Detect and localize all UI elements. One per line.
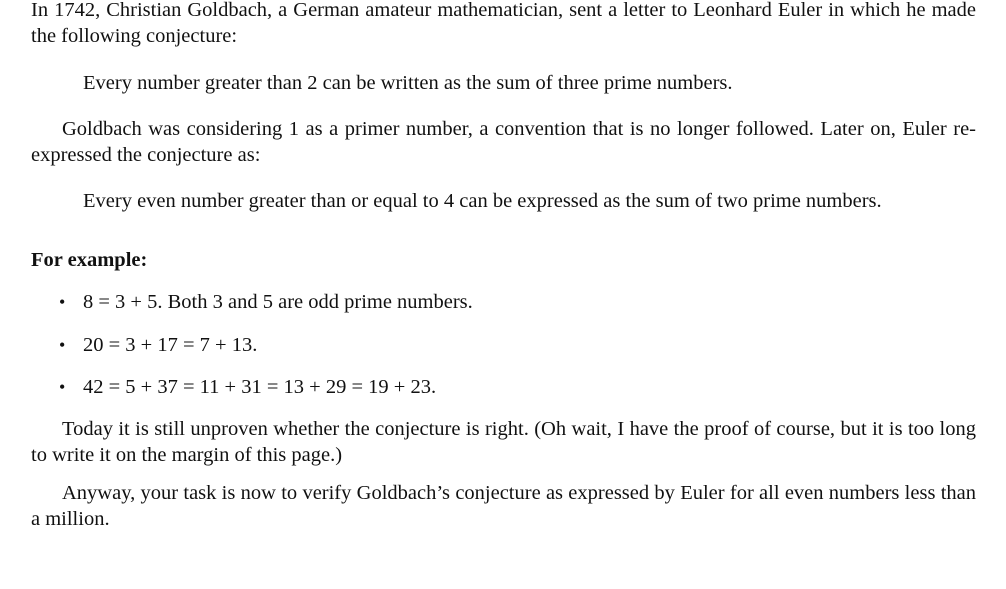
list-item [31, 374, 976, 400]
list-item [31, 332, 976, 358]
example-heading: For example: [31, 249, 148, 271]
intro-paragraph: In 1742, Christian Goldbach, a German amateur mathematician, sent a letter to Leonhard Euler in which he made the following conjecture: [31, 0, 976, 47]
unproven-paragraph: Today it is still unproven whether the conjecture is right. (Oh wait, I have the proof of course, but it is too long to write it on the margin of this page.) [31, 418, 976, 466]
bullet-icon: • [59, 292, 66, 312]
bullet-icon: • [59, 335, 66, 355]
example-text: 20 = 3 + 17 = 7 + 13. [83, 334, 258, 356]
problem-statement [31, 0, 976, 532]
list-item [31, 289, 976, 315]
euler-conjecture-quote: Every even number greater than or equal to 4 can be expressed as the sum of two prime numbers. [83, 190, 882, 212]
bullet-icon: • [59, 377, 66, 397]
task-paragraph: Anyway, your task is now to verify Goldbach’s conjecture as expressed by Euler for all even numbers less than a million. [31, 482, 976, 530]
reexpression-paragraph: Goldbach was considering 1 as a primer number, a convention that is no longer followed. Later on, Euler re-expressed the conjecture as: [31, 118, 976, 166]
example-list [31, 289, 976, 400]
example-text: 8 = 3 + 5. Both 3 and 5 are odd prime numbers. [83, 291, 473, 313]
original-conjecture-quote: Every number greater than 2 can be written as the sum of three prime numbers. [83, 72, 733, 94]
example-text: 42 = 5 + 37 = 11 + 31 = 13 + 29 = 19 + 23. [83, 376, 437, 398]
